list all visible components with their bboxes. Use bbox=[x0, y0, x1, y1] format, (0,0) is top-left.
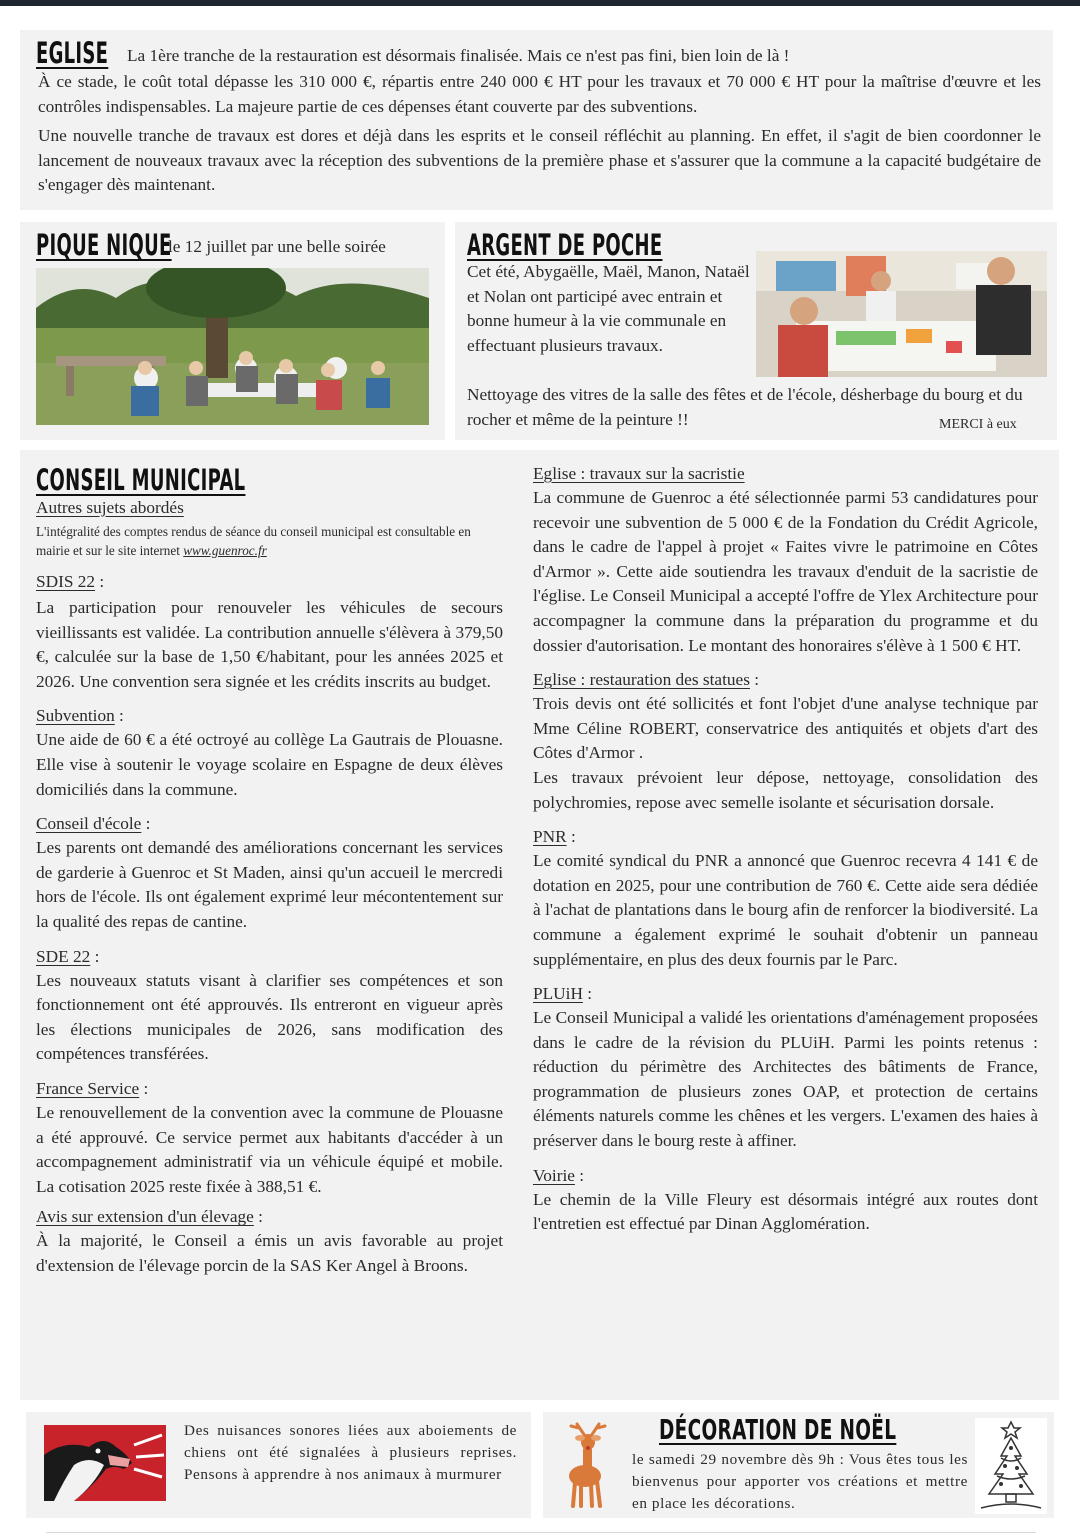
topic-heading: Subvention bbox=[36, 706, 115, 726]
topic-text: La participation pour renouveler les véhicules de secours vieillissants est validée. La contribution annuelle s'élèvera à 379,50 €, calculée sur la base de 1,50 €/habitant, pour les années 2025 et 2026. Une convention sera signée et les crédits inscrits au budget. bbox=[36, 598, 503, 691]
eglise-paragraph-2: Une nouvelle tranche de travaux est dores et déjà dans les esprits et le conseil réfléchit au planning. En effet, il s'agit de bien coordonner le lancement de nouveaux travaux avec la réception des subventions de la première phase et s'assurer que la commune a la capacité budgétaire de s'engager dès maintenant. bbox=[38, 126, 1041, 195]
topic-pnr: PNR : Le comité syndical du PNR a annoncé que Guenroc recevra 4 141 € de dotation en 2025, pour une contribution de 760 €. Cette aide sera dédiée à l'achat de plantations dans le bourg afin de renforcer la biodiversité. La commune a également exprimé le souhait d'obtenir un panneau supplémentaire, en plus des deux fournis par le Parc. bbox=[533, 825, 1038, 972]
topic-sacristie bbox=[533, 462, 1038, 658]
topic-text: Le comité syndical du PNR a annoncé que Guenroc recevra 4 141 € de dotation en 2025, pour une contribution de 760 €. Cette aide sera dédiée à l'achat de plantations dans le bourg afin de renforcer la biodiversité. La commune a également exprimé le souhait d'obtenir un panneau supplémentaire, en plus des deux fournis par le Parc. bbox=[533, 851, 1038, 969]
topic-text-2: Les travaux prévoient leur dépose, nettoyage, consolidation des polychromies, repose avec semelle isolante et sécurisation dorsale. bbox=[533, 767, 1038, 812]
conseil-left-column bbox=[36, 570, 503, 1278]
topic-text: Une aide de 60 € a été octroyé au collège La Gautrais de Plouasne. Elle vise à soutenir le voyage scolaire en Espagne de deux élèves domiciliés dans la commune. bbox=[36, 730, 503, 799]
topic-voirie: Voirie : Le chemin de la Ville Fleury est désormais intégré aux routes dont l'entretien est effectué par Dinan Agglomération. bbox=[533, 1164, 1038, 1237]
topic-elevage: Avis sur extension d'un élevage : À la majorité, le Conseil a émis un avis favorable au projet d'extension de l'élevage porcin de la SAS Ker Angel à Broons. bbox=[36, 1205, 503, 1278]
topic-heading: PLUiH bbox=[533, 984, 583, 1004]
noel-text: le samedi 29 novembre dès 9h : Vous êtes tous les bienvenus pour apporter vos créations et mettre en place les décorations. bbox=[632, 1451, 968, 1512]
eglise-intro: La 1ère tranche de la restauration est désormais finalisée. Mais ce n'est pas fini, bien loin de là ! bbox=[127, 46, 790, 65]
topic-heading: Voirie bbox=[533, 1165, 575, 1185]
conseil-note-text: L'intégralité des comptes rendus de séance du conseil municipal est consultable en mairie et sur le site internet bbox=[36, 524, 471, 558]
topic-text: Le renouvellement de la convention avec la commune de Plouasne a été approuvé. Ce service permet aux habitants d'accéder à un accompagnement administratif via un véhicule équipé et mobile. La cotisation 2025 reste fixée à 388,51 €. bbox=[36, 1102, 503, 1196]
topic-sdis: SDIS 22 : La participation pour renouveler les véhicules de secours vieillissants est validée. La contribution annuelle s'élèvera à 379,50 €, calculée sur la base de 1,50 €/habitant, pour les années 2025 et 2026. Une convention sera signée et les crédits inscrits au budget. bbox=[36, 570, 503, 694]
picnic-photo bbox=[36, 268, 429, 425]
topic-statues: Eglise : restauration des statues : Trois devis ont été sollicités et font l'objet d'une analyse technique par Mme Céline ROBERT, conservatrice des antiquités et objets d'art des Côtes d'Armor . Les travaux prévoient leur dépose, nettoyage, consolidation des polychromies, repose avec semelle isolante et sécurisation dorsale. bbox=[533, 668, 1038, 815]
noel-title: DÉCORATION DE NOËL bbox=[659, 1412, 897, 1446]
topic-text: À la majorité, le Conseil a émis un avis favorable au projet d'extension de l'élevage porcin de la SAS Ker Angel à Broons. bbox=[36, 1231, 503, 1275]
topic-text: Trois devis ont été sollicités et font l'objet d'une analyse technique par Mme Céline ROBERT, conservatrice des antiquités et objets d'art des Côtes d'Armor . bbox=[533, 694, 1038, 763]
pique-nique-section bbox=[20, 222, 445, 440]
topic-heading: Eglise : restauration des statues bbox=[533, 670, 750, 690]
topic-heading: Avis sur extension d'un élevage bbox=[36, 1207, 254, 1227]
conseil-right-column bbox=[533, 462, 1038, 1237]
topic-subvention: Subvention : Une aide de 60 € a été octroyé au collège La Gautrais de Plouasne. Elle vise à soutenir le voyage scolaire en Espagne de deux élèves domiciliés dans la commune. bbox=[36, 704, 503, 802]
topic-text: Le Conseil Municipal a validé les orientations d'aménagement proposées dans le cadre de la révision du PLUiH. Parmi les points retenus : réduction du périmètre des Architectes des bâtiments de France, programmation de plusieurs zones OAP, et protection de certains éléments naturels comme les chênes et les vergers. L'examen des haies à préserver dans le bourg reste à affiner. bbox=[533, 1008, 1038, 1151]
conseil-subtitle: Autres sujets abordés bbox=[36, 498, 184, 517]
deer-icon bbox=[557, 1418, 611, 1510]
youth-photo bbox=[756, 251, 1047, 377]
pique-nique-title: PIQUE NIQUE bbox=[36, 228, 172, 262]
topic-heading: SDIS 22 bbox=[36, 572, 96, 591]
merci-text: MERCI à eux bbox=[939, 417, 1017, 432]
dog-noise-text: Des nuisances sonores liées aux aboiements de chiens ont été signalées à plusieurs reprises. Pensons à apprendre à nos animaux à murmurer bbox=[184, 1422, 517, 1483]
conseil-municipal-section bbox=[20, 450, 1059, 1400]
conseil-website-link[interactable]: www.guenroc.fr bbox=[183, 543, 267, 558]
pique-nique-subtitle: le 12 juillet par une belle soirée bbox=[168, 237, 386, 256]
top-bar bbox=[0, 0, 1080, 6]
topic-text: La commune de Guenroc a été sélectionnée parmi 53 candidatures pour recevoir une subvention de 5 000 € de la Fondation du Crédit Agricole, dans le cadre de l'appel à projet « Faites vivre le patrimoine en Côtes d'Armor ». Cette aide soutiendra les travaux d'enduit de la sacristie de l'église. Le Conseil Municipal a accepté l'offre de Ylex Architecture pour accompagner la commune dans la préparation du programme et du dossier d'autorisation. Le montant des honoraires s'élève à 1 500 € HT. bbox=[533, 488, 1038, 655]
argent-de-poche-section bbox=[455, 222, 1057, 440]
topic-pluih: PLUiH : Le Conseil Municipal a validé les orientations d'aménagement proposées dans le cadre de la révision du PLUiH. Parmi les points retenus : réduction du périmètre des Architectes des bâtiments de France, programmation de plusieurs zones OAP, et protection de certains éléments naturels comme les chênes et les vergers. L'examen des haies à préserver dans le bourg reste à affiner. bbox=[533, 982, 1038, 1154]
eglise-title: EGLISE bbox=[36, 36, 109, 70]
topic-heading: Conseil d'école bbox=[36, 814, 142, 834]
topic-heading: PNR bbox=[533, 827, 567, 847]
bottom-divider bbox=[46, 1532, 1036, 1533]
dog-noise-section bbox=[26, 1412, 531, 1518]
eglise-section bbox=[20, 30, 1053, 210]
conseil-note bbox=[36, 522, 486, 560]
topic-sde: SDE 22 : Les nouveaux statuts visant à clarifier ses compétences et son fonctionnement ont été approuvés. Ils entreront en vigueur après les élections municipales de 2026, sans modification des compétences transférées. bbox=[36, 945, 503, 1067]
conseil-title: CONSEIL MUNICIPAL bbox=[36, 463, 246, 497]
argent-de-poche-tasks: Nettoyage des vitres de la salle des fêtes et de l'école, désherbage du bourg et du rocher et même de la peinture !! bbox=[467, 385, 1023, 429]
barking-dog-image bbox=[44, 1425, 166, 1501]
topic-heading: Eglise : travaux sur la sacristie bbox=[533, 464, 745, 483]
eglise-paragraph-1: À ce stade, le coût total dépasse les 310 000 €, répartis entre 240 000 € HT pour les travaux et 70 000 € HT pour la maîtrise d'œuvre et les contrôles indispensables. La majeure partie de ces dépenses étant couverte par des subventions. bbox=[38, 72, 1041, 116]
topic-text: Le chemin de la Ville Fleury est désormais intégré aux routes dont l'entretien est effectué par Dinan Agglomération. bbox=[533, 1189, 1038, 1234]
topic-france-service: France Service : Le renouvellement de la convention avec la commune de Plouasne a été approuvé. Ce service permet aux habitants d'accéder à un accompagnement administratif via un véhicule équipé et mobile. La cotisation 2025 reste fixée à 388,51 €. bbox=[36, 1077, 503, 1199]
topic-heading: SDE 22 bbox=[36, 946, 91, 966]
topic-text: Les nouveaux statuts visant à clarifier ses compétences et son fonctionnement ont été approuvés. Ils entreront en vigueur après les élections municipales de 2026, sans modification des compétences transférées. bbox=[36, 970, 503, 1064]
topic-text: Les parents ont demandé des améliorations concernant les services de garderie à Guenroc et St Maden, ainsi qu'un accueil le mercredi hors de l'école. Ils ont également exprimé leur mécontentement sur la qualité des repas de cantine. bbox=[36, 838, 503, 931]
argent-de-poche-text: Cet été, Abygaëlle, Maël, Manon, Nataël et Nolan ont participé avec entrain et bonne humeur à la vie communale en effectuant plusieurs travaux. bbox=[467, 262, 750, 355]
argent-de-poche-title: ARGENT DE POCHE bbox=[467, 228, 663, 262]
topic-conseil-ecole: Conseil d'école : Les parents ont demandé des améliorations concernant les services de garderie à Guenroc et St Maden, ainsi qu'un accueil le mercredi hors de l'école. Ils ont également exprimé leur mécontentement sur la qualité des repas de cantine. bbox=[36, 812, 503, 934]
topic-heading: France Service bbox=[36, 1078, 140, 1098]
christmas-tree-icon bbox=[975, 1418, 1047, 1514]
noel-section bbox=[543, 1412, 1054, 1518]
